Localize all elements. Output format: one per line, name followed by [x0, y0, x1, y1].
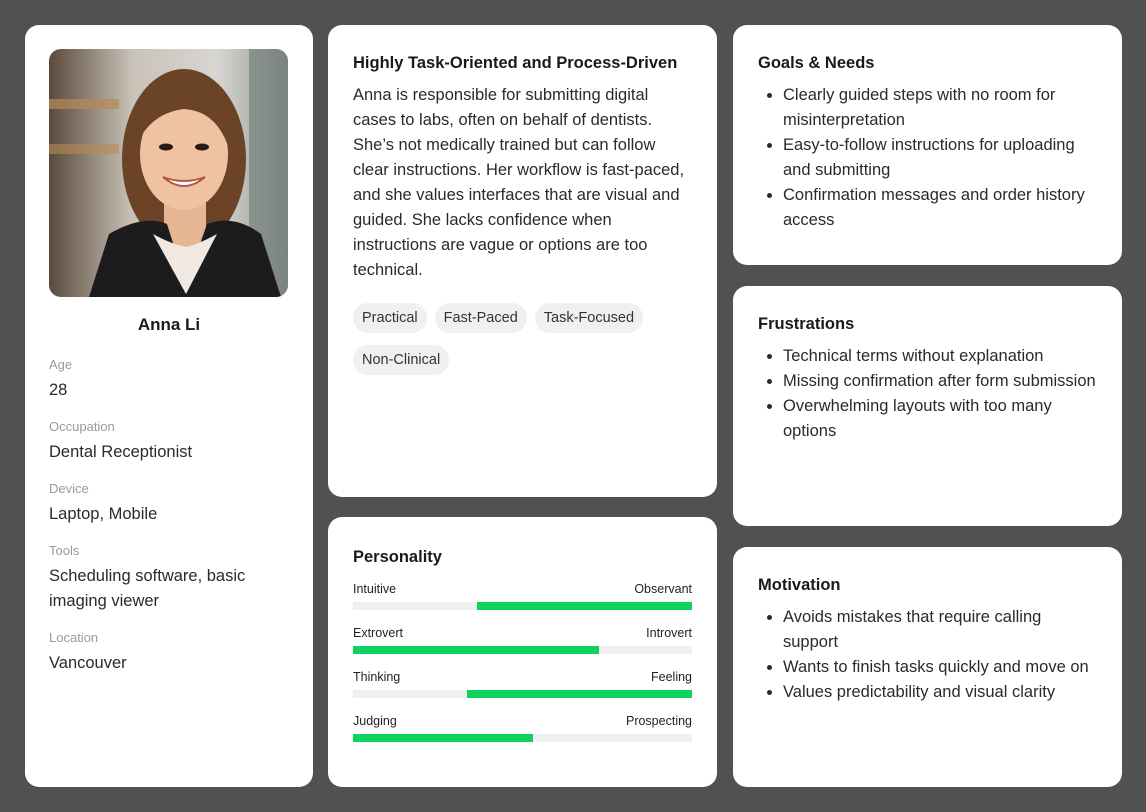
list-item: Missing confirmation after form submission: [758, 369, 1097, 394]
list-item: Wants to finish tasks quickly and move on: [758, 655, 1097, 680]
trait-row: [353, 714, 692, 742]
personality-title: Personality: [353, 548, 442, 566]
motivation-card: [733, 547, 1122, 787]
tag: Non-Clinical: [353, 345, 449, 375]
goals-card: [733, 25, 1122, 265]
frustrations-title: Frustrations: [758, 315, 855, 333]
field-device: [49, 481, 289, 527]
field-label: Location: [49, 630, 99, 645]
list-item: Easy-to-follow instructions for uploading and submitting: [758, 133, 1097, 183]
trait-fill: [353, 734, 533, 742]
list-item: Values predictability and visual clarity: [758, 680, 1097, 705]
goals-title: Goals & Needs: [758, 54, 875, 72]
field-value: Laptop, Mobile: [49, 505, 158, 523]
trait-track: [353, 690, 692, 698]
trait-track: [353, 646, 692, 654]
field-label: Occupation: [49, 419, 115, 434]
trait-list: [353, 582, 692, 742]
tag: Practical: [353, 303, 427, 333]
field-value: Scheduling software, basic imaging viewer: [49, 567, 246, 610]
field-label: Device: [49, 481, 89, 496]
tag: Fast-Paced: [435, 303, 527, 333]
field-age: [49, 357, 289, 403]
motivation-title: Motivation: [758, 576, 841, 594]
persona-name: Anna Li: [137, 315, 201, 334]
goals-list: [758, 83, 1097, 233]
trait-right-label: Observant: [634, 582, 692, 596]
summary-text: Anna is responsible for submitting digital cases to labs, often on behalf of dentists. She’s not medically trained but can follow clear instructions. Her workflow is fast-paced, and she values interfaces that are visual and guided. She lacks confidence when instructions are vague or options are too technical.: [353, 86, 685, 279]
tag-list: [353, 303, 692, 375]
trait-row: [353, 626, 692, 654]
motivation-list: [758, 605, 1097, 705]
list-item: Confirmation messages and order history access: [758, 183, 1097, 233]
list-item: Avoids mistakes that require calling support: [758, 605, 1097, 655]
summary-title: Highly Task-Oriented and Process-Driven: [353, 54, 678, 72]
list-item: Overwhelming layouts with too many options: [758, 394, 1097, 444]
trait-fill: [477, 602, 692, 610]
trait-fill: [353, 646, 599, 654]
trait-track: [353, 602, 692, 610]
trait-left-label: Intuitive: [353, 582, 397, 596]
profile-card: [25, 25, 313, 787]
list-item: Clearly guided steps with no room for misinterpretation: [758, 83, 1097, 133]
field-value: Dental Receptionist: [49, 443, 193, 461]
trait-left-label: Judging: [353, 714, 397, 728]
trait-row: [353, 582, 692, 610]
trait-row: [353, 670, 692, 698]
frustrations-list: [758, 344, 1097, 444]
trait-right-label: Feeling: [651, 670, 692, 684]
frustrations-card: [733, 286, 1122, 526]
trait-left-label: Thinking: [353, 670, 401, 684]
field-value: 28: [49, 381, 68, 399]
field-tools: [49, 543, 289, 614]
field-value: Vancouver: [49, 654, 127, 672]
field-location: [49, 630, 289, 676]
trait-track: [353, 734, 692, 742]
trait-fill: [467, 690, 692, 698]
avatar: [49, 49, 288, 297]
field-occupation: [49, 419, 289, 465]
trait-left-label: Extrovert: [353, 626, 404, 640]
trait-right-label: Introvert: [646, 626, 692, 640]
personality-card: [328, 517, 717, 787]
tag: Task-Focused: [535, 303, 643, 333]
field-label: Age: [49, 357, 73, 372]
list-item: Technical terms without explanation: [758, 344, 1097, 369]
trait-right-label: Prospecting: [625, 714, 692, 728]
field-label: Tools: [49, 543, 80, 558]
summary-card: [328, 25, 717, 497]
